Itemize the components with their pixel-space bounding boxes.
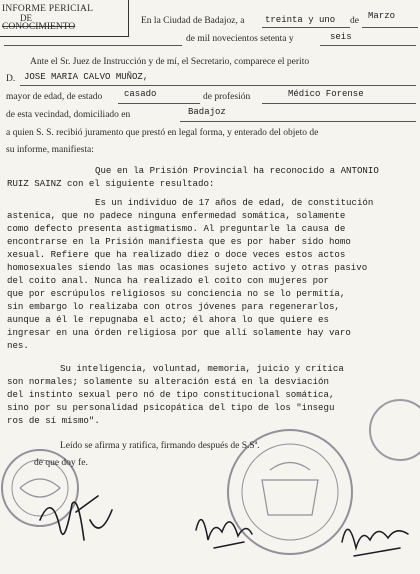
profesion-label: de profesión <box>203 92 251 102</box>
date-year: seis <box>330 32 352 42</box>
body-line: que por escrúpulos religiosos su conciencia no se lo permitía, <box>7 288 346 299</box>
profesion-value: Médico Forense <box>288 89 364 99</box>
domicilio-value: Badajoz <box>188 107 226 117</box>
signature-right <box>342 529 408 556</box>
place-prefix: En la Ciudad de Badajoz, a <box>141 16 245 26</box>
body-line: astenica, que no padece ninguna enfermedad somática, solamente <box>7 210 346 221</box>
oath-text-2: su informe, manifiesta: <box>6 145 94 155</box>
perito-name: JOSE MARIA CALVO MUÑOZ, <box>24 72 149 82</box>
header-connector: DE <box>20 13 32 23</box>
header-subtitle: CONOCIMIENTO <box>2 22 76 32</box>
left-stamp <box>2 450 78 526</box>
age-label: mayor de edad, de estado <box>6 92 103 102</box>
body-line: ros de sí mismo". <box>7 415 100 426</box>
body-line: RUIZ SAINZ con el siguiente resultado: <box>7 178 215 189</box>
closing-text-2: de que doy fe. <box>34 458 88 468</box>
body-line: Su inteligencia, voluntad, memoria, juicio y crítica <box>60 363 344 374</box>
body-line: sino por su personalidad psicopática del tipo de los "insegu <box>7 402 335 413</box>
oath-text: a quien S. S. recibió juramento que prestó en legal forma, y enterado del objeto de <box>6 128 319 138</box>
vecindad-label: de esta vecindad, domiciliado en <box>6 110 131 120</box>
body-line: son normales; solamente su alteración está en la desviación <box>7 376 329 387</box>
date-month: Marzo <box>368 11 396 21</box>
estado-value: casado <box>124 89 157 99</box>
body-line: como defecto presenta astigmatismo. Al preguntarle la causa de <box>7 223 346 234</box>
center-stamp <box>228 430 352 554</box>
body-line: Que en la Prisión Provincial ha reconocido a ANTONIO <box>95 165 379 176</box>
body-line: encontrarse en la Prisión manifiesta que es por haber sido homo <box>7 236 351 247</box>
body-line: nes. <box>7 340 29 351</box>
date-century: de mil novecientos setenta y <box>186 34 294 44</box>
body-line: ingresar en una órden religiosa por que allí solamente hay varo <box>7 327 351 338</box>
intro-text: Ante el Sr. Juez de Instrucción y de mí, el Secretario, comparece el perito <box>30 57 310 67</box>
body-line: aunque a él le repugnaba el acto; él ahora lo que quiere es <box>7 314 329 325</box>
body-line: Es un individuo de 17 años de edad, de constitución <box>95 197 374 208</box>
intro-d: D. <box>6 74 16 84</box>
header-title: INFORME PERICIAL <box>2 4 94 14</box>
right-stamp <box>370 400 420 460</box>
body-line: del instinto sexual pero nó de tipo constitucional somática, <box>7 389 335 400</box>
signature-left <box>40 496 112 540</box>
body-line: xesual. Refiere que ha realizado diez o doce veces estos actos <box>7 249 346 260</box>
date-de: de <box>350 16 359 26</box>
body-line: sin embargo lo realizaba con otros jóvenes para regenerarlos, <box>7 301 340 312</box>
closing-text: Leído se afirma y ratifica, firmando después de S.Sª. <box>60 441 260 451</box>
date-day: treinta y uno <box>265 15 336 25</box>
body-line: del coito anal. Nunca ha realizado el coito con mujeres por <box>7 275 329 286</box>
body-line: homosexuales siendo las mas ocasiones sujeto activo y otras pasivo <box>7 262 368 273</box>
